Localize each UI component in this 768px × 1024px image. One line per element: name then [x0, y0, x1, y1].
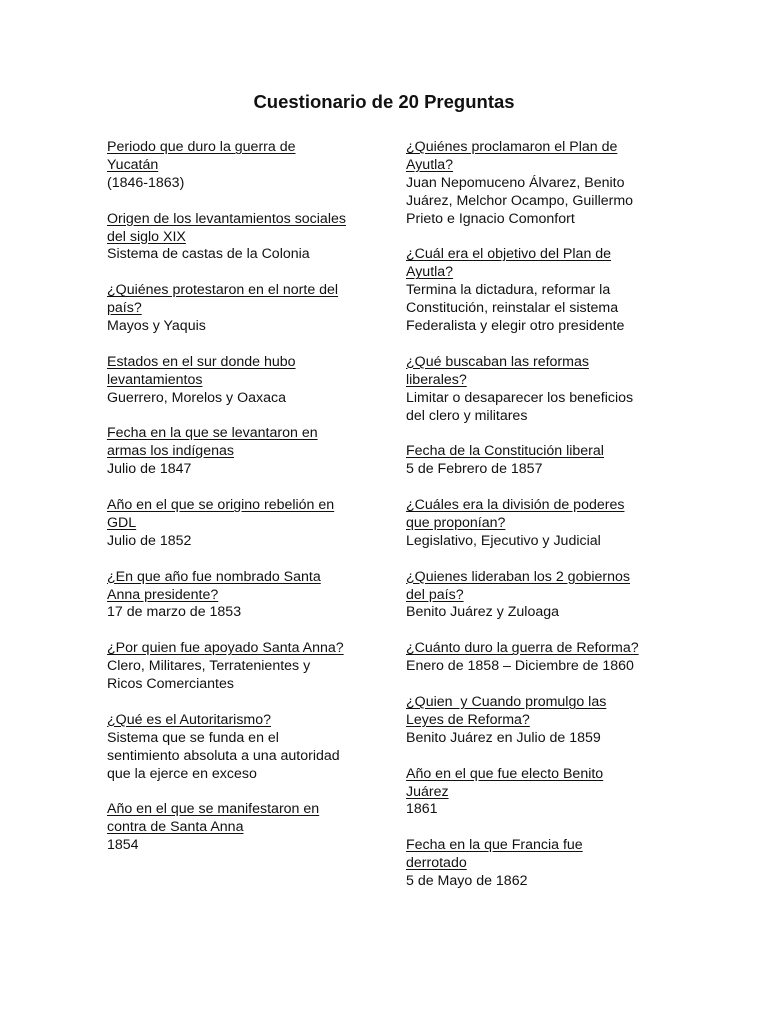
qa-item [406, 354, 668, 426]
question-text: ¿Por quien fue apoyado Santa Anna? [107, 640, 344, 657]
left-column [107, 139, 369, 873]
qa-item [107, 640, 369, 694]
question-text: Fecha en la que se levantaron en armas los indígenas [107, 425, 318, 460]
qa-item [107, 497, 369, 551]
answer-text: Benito Juárez y Zuloaga [406, 604, 560, 621]
answer-text: 5 de Mayo de 1862 [406, 873, 528, 890]
question-text: ¿Quien y Cuando promulgo las Leyes de Reforma? [406, 693, 607, 728]
answer-text: 1861 [406, 801, 438, 818]
qa-item [107, 211, 369, 265]
answer-text: 1854 [107, 837, 139, 854]
answer-text: Clero, Militares, Terratenientes y Ricos Comerciantes [107, 658, 311, 693]
qa-item [107, 282, 369, 336]
answer-text: Limitar o desaparecer los beneficios del clero y militares [406, 389, 634, 424]
answer-text: Julio de 1847 [107, 461, 192, 478]
question-text: ¿Cuánto duro la guerra de Reforma? [406, 640, 639, 657]
qa-item [107, 712, 369, 784]
page-title: Cuestionario de 20 Preguntas [253, 91, 515, 112]
answer-text: Legislativo, Ejecutivo y Judicial [406, 532, 601, 549]
question-text: Año en el que se manifestaron en contra de Santa Anna [107, 801, 320, 836]
qa-item [406, 569, 668, 623]
qa-item [107, 354, 369, 408]
answer-text: Sistema de castas de la Colonia [107, 246, 310, 263]
answer-text: 17 de marzo de 1853 [107, 604, 242, 621]
qa-item [107, 425, 369, 479]
answer-text: Juan Nepomuceno Álvarez, Benito Juárez, Melchor Ocampo, Guillermo Prieto e Ignacio Comonfort [406, 174, 634, 227]
qa-item [406, 246, 668, 336]
question-text: ¿Quiénes protestaron en el norte del país? [107, 282, 339, 317]
answer-text: Termina la dictadura, reformar la Constitución, reinstalar el sistema Federalista y elegir otro presidente [406, 282, 625, 335]
answer-text: 5 de Febrero de 1857 [406, 461, 543, 478]
qa-item [107, 569, 369, 623]
answer-text: Guerrero, Morelos y Oaxaca [107, 389, 286, 406]
right-column [406, 139, 668, 909]
answer-text: Sistema que se funda en el sentimiento absoluta a una autoridad que la ejerce en exceso [107, 729, 340, 782]
question-text: Fecha en la que Francia fue derrotado [406, 837, 583, 872]
qa-item [406, 694, 668, 748]
question-text: ¿En que año fue nombrado Santa Anna presidente? [107, 568, 321, 603]
question-text: Periodo que duro la guerra de Yucatán [107, 139, 296, 173]
question-text: ¿Quiénes proclamaron el Plan de Ayutla? [406, 139, 618, 173]
question-text: ¿Qué buscaban las reformas liberales? [406, 353, 589, 388]
question-text: Origen de los levantamientos sociales del siglo XIX [107, 210, 346, 245]
answer-text: Julio de 1852 [107, 532, 192, 549]
question-text: Fecha de la Constitución liberal [406, 443, 604, 460]
question-text: ¿Qué es el Autoritarismo? [107, 711, 272, 728]
answer-text: Enero de 1858 – Diciembre de 1860 [406, 658, 634, 675]
qa-item [107, 801, 369, 855]
question-text: Año en el que se origino rebelión en GDL [107, 497, 335, 531]
question-text: ¿Quienes lideraban los 2 gobiernos del país? [406, 568, 630, 603]
qa-item [406, 139, 668, 229]
qa-item [107, 139, 369, 193]
answer-text: Benito Juárez en Julio de 1859 [406, 729, 601, 746]
answer-text: Mayos y Yaquis [107, 318, 206, 335]
qa-item [406, 766, 668, 820]
qa-item [406, 497, 668, 551]
question-text: ¿Cuáles era la división de poderes que proponían? [406, 497, 625, 531]
qa-item [406, 640, 668, 676]
question-text: Año en el que fue electo Benito Juárez [406, 765, 604, 800]
question-text: ¿Cuál era el objetivo del Plan de Ayutla? [406, 246, 612, 281]
qa-item [406, 837, 668, 891]
qa-item [406, 443, 668, 479]
question-text: Estados en el sur donde hubo levantamientos [107, 353, 296, 388]
answer-text: (1846-1863) [107, 174, 185, 191]
